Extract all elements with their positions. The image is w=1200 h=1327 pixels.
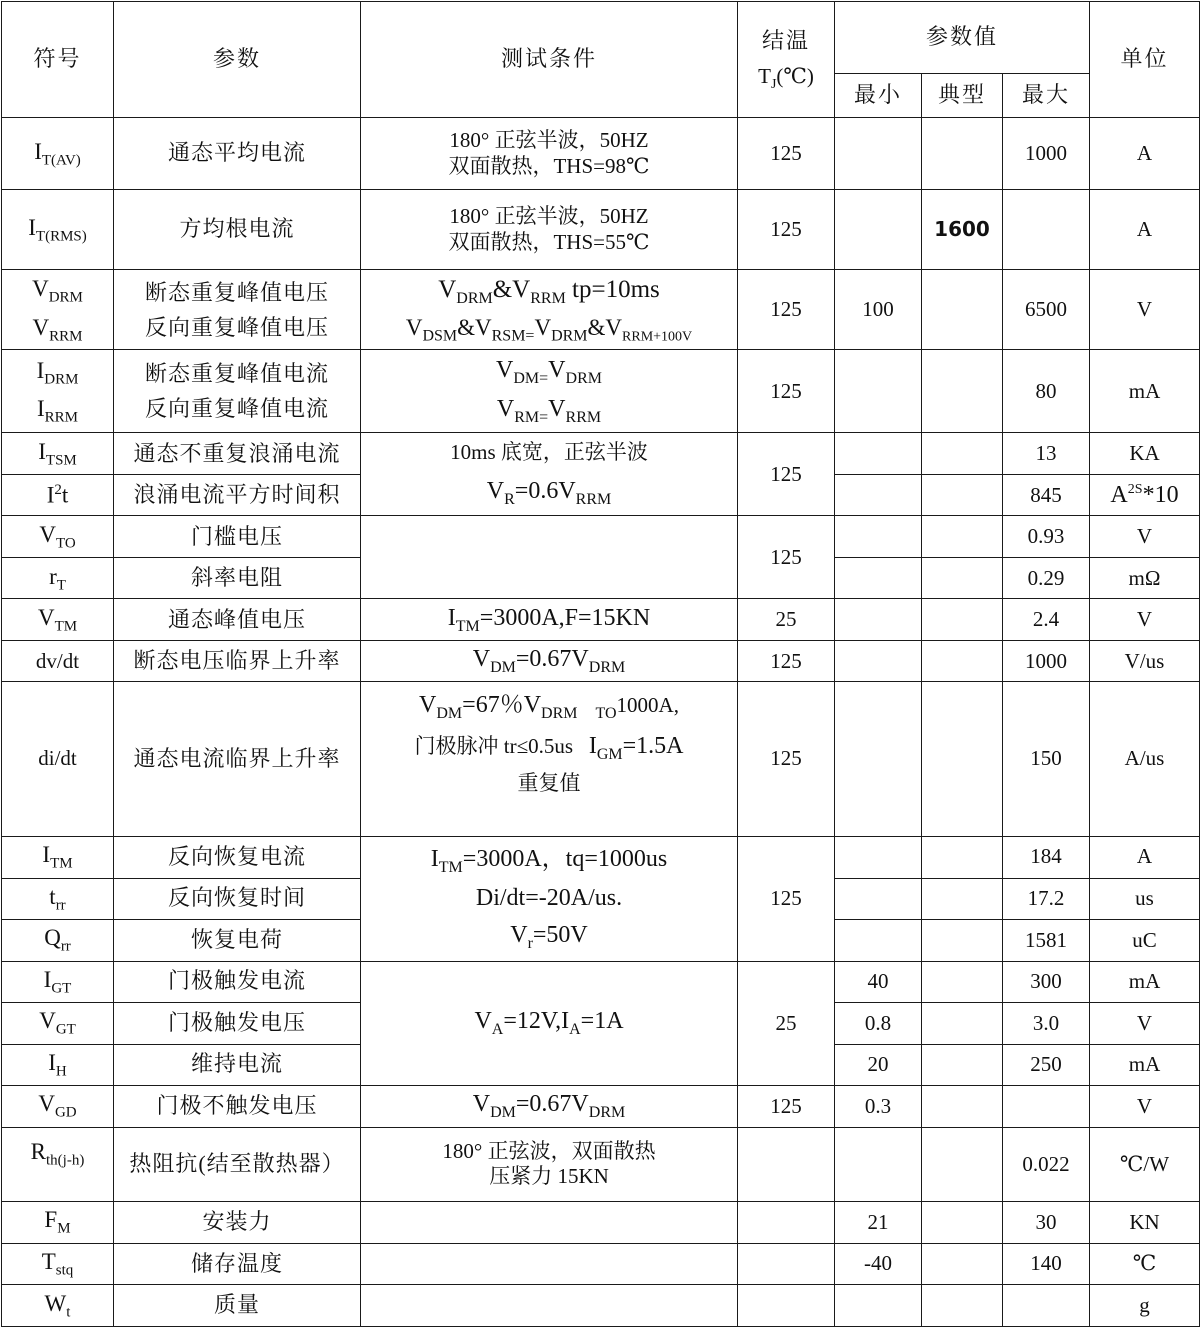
typ-cell xyxy=(922,919,1003,961)
condition-cell xyxy=(361,1243,738,1284)
symbol-cell: $I_{TM}$ xyxy=(2,836,114,878)
unit-cell: mΩ xyxy=(1090,558,1200,599)
max-cell: 184 xyxy=(1003,836,1090,878)
typ-cell xyxy=(922,433,1003,475)
header-typ: 典型 xyxy=(922,74,1003,118)
condition-cell xyxy=(361,1201,738,1243)
parameter-cell: 断态重复峰值电压 反向重复峰值电压 xyxy=(114,270,361,350)
typ-cell xyxy=(922,961,1003,1002)
min-cell xyxy=(835,682,922,836)
condition-cell: $V_{DM}=67$％$V_{DRM}$ $_{TO}$1000A, 门极脉冲 tr≤0.5us $I_{GM}=1.5A$ 重复值 xyxy=(361,682,738,836)
min-cell xyxy=(835,919,922,961)
unit-cell: V xyxy=(1090,516,1200,558)
typ-cell xyxy=(922,270,1003,350)
unit-cell: $A^{2S}*10$ xyxy=(1090,475,1200,516)
symbol-cell: $V_{DRM}$ $V_{RRM}$ xyxy=(2,270,114,350)
parameter-cell: 维持电流 xyxy=(114,1044,361,1085)
tj-cell xyxy=(738,1127,835,1201)
table-row xyxy=(2,641,1200,682)
header-tj-line2: $T_J(℃)$ xyxy=(758,64,814,93)
unit-cell: g xyxy=(1090,1284,1200,1326)
tj-cell: 125 xyxy=(738,641,835,682)
min-cell xyxy=(835,836,922,878)
tj-cell: 25 xyxy=(738,961,835,1085)
parameter-cell: 储存温度 xyxy=(114,1243,361,1284)
table-row xyxy=(2,836,1200,878)
tj-cell: 125 xyxy=(738,682,835,836)
max-cell: 150 xyxy=(1003,682,1090,836)
table-row xyxy=(2,1127,1200,1201)
table-row xyxy=(2,433,1200,475)
min-cell xyxy=(835,558,922,599)
typ-cell xyxy=(922,1243,1003,1284)
min-cell: 21 xyxy=(835,1201,922,1243)
typ-cell: 1600 xyxy=(922,190,1003,270)
tj-cell: 125 xyxy=(738,270,835,350)
symbol-cell: $I_{GT}$ xyxy=(2,961,114,1002)
typ-cell xyxy=(922,1044,1003,1085)
unit-cell: KN xyxy=(1090,1201,1200,1243)
max-cell: 3.0 xyxy=(1003,1002,1090,1044)
max-cell: 80 xyxy=(1003,350,1090,433)
typ-cell xyxy=(922,350,1003,433)
unit-cell: mA xyxy=(1090,961,1200,1002)
typ-cell xyxy=(922,1284,1003,1326)
max-cell: 1581 xyxy=(1003,919,1090,961)
max-cell: 2.4 xyxy=(1003,599,1090,641)
symbol-cell: $F_M$ xyxy=(2,1201,114,1243)
min-cell xyxy=(835,1127,922,1201)
parameter-cell: 门极不触发电压 xyxy=(114,1085,361,1127)
max-cell: 250 xyxy=(1003,1044,1090,1085)
min-cell: 40 xyxy=(835,961,922,1002)
parameter-cell: 斜率电阻 xyxy=(114,558,361,599)
min-cell: 20 xyxy=(835,1044,922,1085)
symbol-cell: $I_{DRM}$ $I_{RRM}$ xyxy=(2,350,114,433)
typ-cell xyxy=(922,516,1003,558)
condition-cell: 180° 正弦半波，50HZ 双面散热，THS=55℃ xyxy=(361,190,738,270)
parameter-cell: 方均根电流 xyxy=(114,190,361,270)
condition-cell: $I_{TM}=3000A$，tq=1000us Di/dt=-20A/us. $V_r=50V$ xyxy=(361,836,738,961)
typ-cell xyxy=(922,836,1003,878)
unit-cell: V xyxy=(1090,599,1200,641)
condition-cell: $V_{DM=}V_{DRM}$ $V_{RM=}V_{RRM}$ xyxy=(361,350,738,433)
min-cell xyxy=(835,190,922,270)
symbol-cell: $I_{T(AV)}$ xyxy=(2,118,114,190)
parameter-cell: 通态平均电流 xyxy=(114,118,361,190)
symbol-cell: $Q_{rr}$ xyxy=(2,919,114,961)
min-cell: -40 xyxy=(835,1243,922,1284)
parameter-cell: 恢复电荷 xyxy=(114,919,361,961)
min-cell xyxy=(835,1284,922,1326)
unit-cell: V/us xyxy=(1090,641,1200,682)
symbol-cell: $V_{GD}$ xyxy=(2,1085,114,1127)
unit-cell: V xyxy=(1090,270,1200,350)
table-row xyxy=(2,516,1200,558)
tj-cell: 125 xyxy=(738,433,835,516)
max-cell: 0.93 xyxy=(1003,516,1090,558)
max-cell: 6500 xyxy=(1003,270,1090,350)
condition-cell xyxy=(361,1284,738,1326)
unit-cell: us xyxy=(1090,878,1200,919)
max-cell: 0.022 xyxy=(1003,1127,1090,1201)
parameter-cell: 反向恢复电流 xyxy=(114,836,361,878)
tj-cell: 125 xyxy=(738,190,835,270)
max-cell: 17.2 xyxy=(1003,878,1090,919)
tj-cell: 125 xyxy=(738,516,835,599)
parameter-cell: 安装力 xyxy=(114,1201,361,1243)
typ-cell xyxy=(922,1002,1003,1044)
table-row xyxy=(2,1201,1200,1243)
symbol-cell: $I^2t$ xyxy=(2,475,114,516)
min-cell xyxy=(835,475,922,516)
table-row xyxy=(2,1085,1200,1127)
unit-cell: mA xyxy=(1090,350,1200,433)
symbol-cell: $V_{TO}$ xyxy=(2,516,114,558)
min-cell: 100 xyxy=(835,270,922,350)
symbol-cell: $r_T$ xyxy=(2,558,114,599)
header-unit: 单位 xyxy=(1090,2,1200,118)
typ-cell xyxy=(922,475,1003,516)
unit-cell: A xyxy=(1090,190,1200,270)
condition-cell xyxy=(361,516,738,599)
table-row xyxy=(2,1243,1200,1284)
symbol-cell: $I_{TSM}$ xyxy=(2,433,114,475)
unit-cell: V xyxy=(1090,1002,1200,1044)
parameter-cell: 通态不重复浪涌电流 xyxy=(114,433,361,475)
typ-cell xyxy=(922,558,1003,599)
parameter-cell: 热阻抗(结至散热器） xyxy=(114,1127,361,1201)
tj-cell: 125 xyxy=(738,836,835,961)
typ-cell xyxy=(922,1085,1003,1127)
header-junction-temp xyxy=(738,2,835,118)
table-row xyxy=(2,118,1200,190)
typ-cell xyxy=(922,682,1003,836)
header-max: 最大 xyxy=(1003,74,1090,118)
spec-table xyxy=(1,1,1200,1327)
table-row xyxy=(2,270,1200,350)
typ-cell xyxy=(922,878,1003,919)
max-cell: 30 xyxy=(1003,1201,1090,1243)
unit-cell: A xyxy=(1090,118,1200,190)
tj-cell xyxy=(738,1243,835,1284)
typ-cell xyxy=(922,1127,1003,1201)
parameter-cell: 断态电压临界上升率 xyxy=(114,641,361,682)
tj-cell: 125 xyxy=(738,1085,835,1127)
parameter-cell: 门极触发电压 xyxy=(114,1002,361,1044)
condition-cell: $V_{DRM}\&V_{RRM}$ tp=10ms $V_{DSM}\&V_{RSM=}V_{DRM}\&V_{RRM+100V}$ xyxy=(361,270,738,350)
parameter-cell: 通态峰值电压 xyxy=(114,599,361,641)
max-cell xyxy=(1003,190,1090,270)
unit-cell: V xyxy=(1090,1085,1200,1127)
symbol-cell: $I_H$ xyxy=(2,1044,114,1085)
tj-cell: 25 xyxy=(738,599,835,641)
min-cell: 0.8 xyxy=(835,1002,922,1044)
max-cell: 140 xyxy=(1003,1243,1090,1284)
table-row xyxy=(2,350,1200,433)
min-cell: 0.3 xyxy=(835,1085,922,1127)
typ-cell xyxy=(922,118,1003,190)
symbol-cell: $I_{T(RMS)}$ xyxy=(2,190,114,270)
unit-cell: KA xyxy=(1090,433,1200,475)
unit-cell: mA xyxy=(1090,1044,1200,1085)
max-cell: 1000 xyxy=(1003,641,1090,682)
condition-cell: $V_{DM}=0.67V_{DRM}$ xyxy=(361,1085,738,1127)
table-row xyxy=(2,1284,1200,1326)
condition-cell: 10ms 底宽，正弦半波 $V_R=0.6V_{RRM}$ xyxy=(361,433,738,516)
max-cell: 300 xyxy=(1003,961,1090,1002)
tj-cell: 125 xyxy=(738,118,835,190)
header-condition: 测试条件 xyxy=(361,2,738,118)
min-cell xyxy=(835,516,922,558)
header-tj-line1: 结温 xyxy=(761,27,810,53)
condition-cell: 180° 正弦半波，50HZ 双面散热，THS=98℃ xyxy=(361,118,738,190)
unit-cell: A xyxy=(1090,836,1200,878)
parameter-cell: 门槛电压 xyxy=(114,516,361,558)
unit-cell: A/us xyxy=(1090,682,1200,836)
parameter-cell: 通态电流临界上升率 xyxy=(114,682,361,836)
min-cell xyxy=(835,118,922,190)
condition-cell: $V_A=12V,I_A=1A$ xyxy=(361,961,738,1085)
symbol-cell: $W_t$ xyxy=(2,1284,114,1326)
tj-cell xyxy=(738,1201,835,1243)
max-cell xyxy=(1003,1085,1090,1127)
typ-cell xyxy=(922,641,1003,682)
parameter-cell: 反向恢复时间 xyxy=(114,878,361,919)
symbol-cell: $R_{th(j-h)}$ xyxy=(2,1127,114,1201)
symbol-cell: $T_{stq}$ xyxy=(2,1243,114,1284)
header-row-1 xyxy=(2,2,1200,74)
max-cell: 0.29 xyxy=(1003,558,1090,599)
table-row xyxy=(2,682,1200,836)
tj-cell xyxy=(738,1284,835,1326)
parameter-cell: 断态重复峰值电流 反向重复峰值电流 xyxy=(114,350,361,433)
min-cell xyxy=(835,350,922,433)
max-cell: 845 xyxy=(1003,475,1090,516)
min-cell xyxy=(835,878,922,919)
typ-cell xyxy=(922,1201,1003,1243)
unit-cell: ℃/W xyxy=(1090,1127,1200,1201)
unit-cell: uC xyxy=(1090,919,1200,961)
min-cell xyxy=(835,599,922,641)
min-cell xyxy=(835,641,922,682)
condition-cell: $I_{TM}=3000A,F=15KN$ xyxy=(361,599,738,641)
table-row xyxy=(2,190,1200,270)
table-row xyxy=(2,961,1200,1002)
condition-cell: 180° 正弦波，双面散热 压紧力 15KN xyxy=(361,1127,738,1201)
symbol-cell: dv/dt xyxy=(2,641,114,682)
symbol-cell: $V_{GT}$ xyxy=(2,1002,114,1044)
parameter-cell: 质量 xyxy=(114,1284,361,1326)
symbol-cell: di/dt xyxy=(2,682,114,836)
min-cell xyxy=(835,433,922,475)
header-symbol: 符号 xyxy=(2,2,114,118)
typ-cell xyxy=(922,599,1003,641)
max-cell: 13 xyxy=(1003,433,1090,475)
max-cell: 1000 xyxy=(1003,118,1090,190)
symbol-cell: $V_{TM}$ xyxy=(2,599,114,641)
symbol-cell: $t_{rr}$ xyxy=(2,878,114,919)
unit-cell: ℃ xyxy=(1090,1243,1200,1284)
parameter-cell: 浪涌电流平方时间积 xyxy=(114,475,361,516)
table-row xyxy=(2,599,1200,641)
parameter-cell: 门极触发电流 xyxy=(114,961,361,1002)
header-values: 参数值 xyxy=(835,2,1090,74)
header-min: 最小 xyxy=(835,74,922,118)
header-parameter: 参数 xyxy=(114,2,361,118)
condition-cell: $V_{DM}=0.67V_{DRM}$ xyxy=(361,641,738,682)
tj-cell: 125 xyxy=(738,350,835,433)
max-cell xyxy=(1003,1284,1090,1326)
